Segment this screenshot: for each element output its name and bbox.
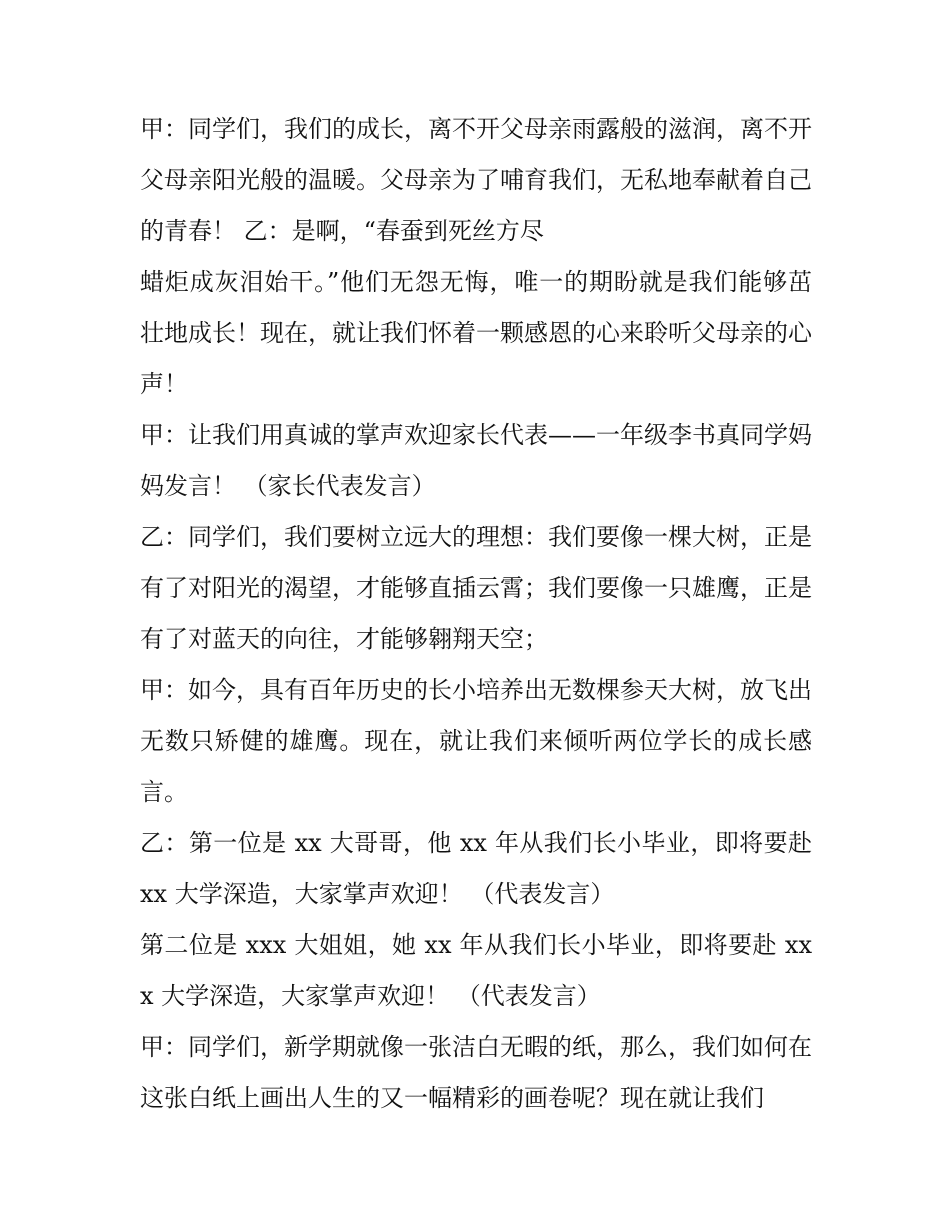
paragraph-1: 甲：同学们，我们的成长，离不开父母亲雨露般的滋润，离不开父母亲阳光般的温暖。父母亲为了哺育我们，无私地奉献着自己的青春！ 乙：是啊，“春蚕到死丝方尽 (140, 115, 812, 245)
paragraph-4: 乙：同学们，我们要树立远大的理想：我们要像一棵大树，正是有了对阳光的渴望，才能够直插云霄；我们要像一只雄鹰，正是有了对蓝天的向往，才能够翱翔天空； (140, 523, 812, 653)
paragraph-5: 甲：如今，具有百年历史的长小培养出无数棵参天大树，放飞出无数只矫健的雄鹰。现在，就让我们来倾听两位学长的成长感言。 (140, 676, 812, 806)
paragraph-2: 蜡炬成灰泪始干。”他们无怨无悔，唯一的期盼就是我们能够茁壮地成长！现在，就让我们怀着一颗感恩的心来聆听父母亲的心声！ (140, 268, 812, 398)
document-body (140, 104, 812, 1124)
paragraph-3: 甲：让我们用真诚的掌声欢迎家长代表——一年级李书真同学妈妈发言！ （家长代表发言） (140, 421, 812, 500)
paragraph-8: 甲：同学们，新学期就像一张洁白无暇的纸，那么，我们如何在这张白纸上画出人生的又一幅精彩的画卷呢？现在就让我们 (140, 1033, 812, 1112)
paragraph-6: 乙：第一位是 xx 大哥哥，他 xx 年从我们长小毕业，即将要赴 xx 大学深造，大家掌声欢迎！ （代表发言） (140, 829, 812, 908)
paragraph-7: 第二位是 xxx 大姐姐，她 xx 年从我们长小毕业，即将要赴 xxx 大学深造，大家掌声欢迎！ （代表发言） (140, 931, 812, 1010)
